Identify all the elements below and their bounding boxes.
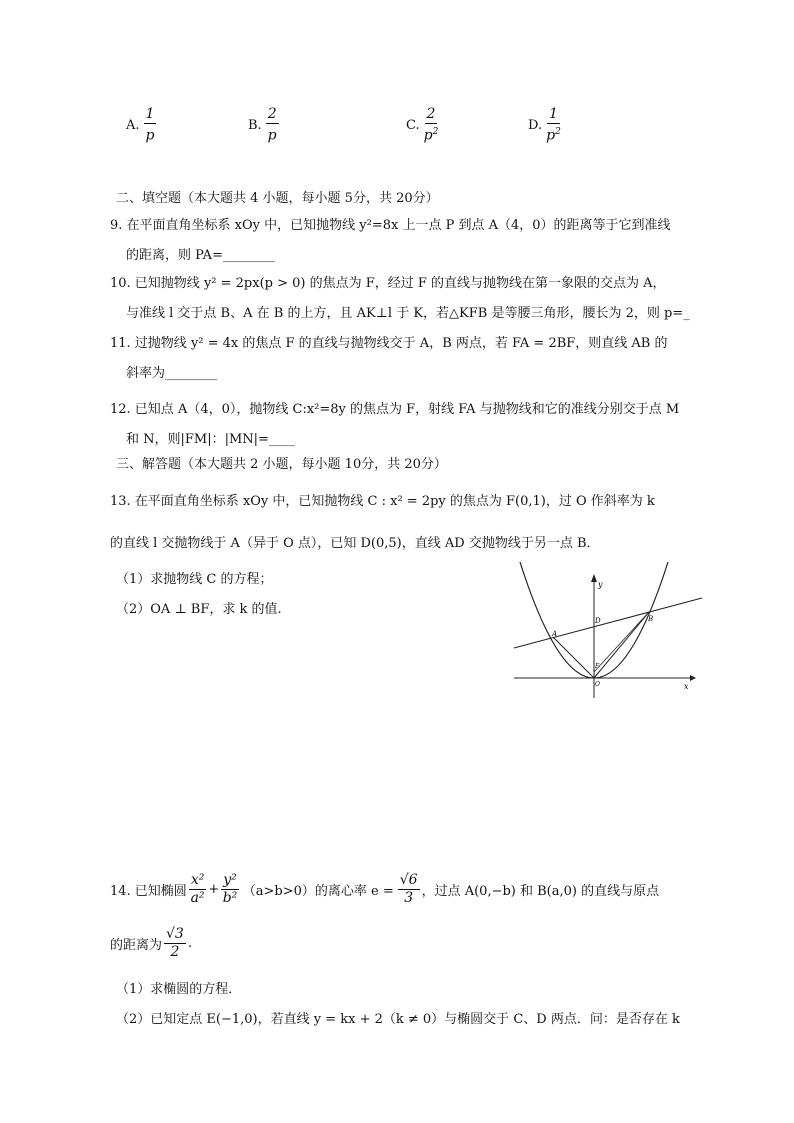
question-14-part-2: （2）已知定点 E(−1,0)，若直线 y = kx + 2（k ≠ 0）与椭圆交于 C、D 两点．问：是否存在 k [116, 1012, 680, 1027]
question-13-line-2: 的直线 l 交抛物线于 A（异于 O 点），已知 D(0,5)，直线 AD 交抛物线于另一点 B． [110, 536, 600, 551]
option-b [248, 106, 279, 145]
section-fill-in-heading: 二、填空题（本大题共 4 小题，每小题 5分，共 20分） [116, 191, 439, 206]
option-fraction: $\frac{2}{p^2}$ [423, 106, 439, 144]
option-label: B. [248, 117, 262, 133]
point-a-label: A [552, 630, 558, 638]
question-14-part-1: （1）求椭圆的方程． [116, 982, 242, 997]
option-fraction: $\frac{2}{p}$ [267, 106, 277, 144]
option-fraction: $\frac{1}{p}$ [145, 106, 155, 144]
question-10-line-1: 10. 已知抛物线 y² = 2px(p > 0) 的焦点为 F，经过 F 的直线与抛物线在第一象限的交点为 A， [110, 276, 666, 291]
x-axis-arrow [690, 675, 696, 681]
ellipse-fraction-x: $\frac{\text{x²}}{\text{a²}}$ [190, 872, 205, 906]
question-13-part-2: （2）OA ⊥ BF，求 k 的值. [116, 602, 282, 617]
option-label: D. [528, 117, 543, 133]
question-9-line-1: 9. 在平面直角坐标系 xOy 中，已知抛物线 y²=8x 上一点 P 到点 A（4，0）的距离等于它到准线 [110, 218, 671, 233]
question-13-line-1: 13. 在平面直角坐标系 xOy 中，已知抛物线 C : x² = 2py 的焦点为 F(0,1)，过 O 作斜率为 k [110, 494, 655, 509]
point-b-label: B [648, 615, 654, 623]
question-11-line-2: 斜率为________ [126, 366, 218, 381]
option-label: A. [126, 117, 140, 133]
question-14-line-2: 的距离为 $\frac{√3}{2}$ . [110, 926, 192, 960]
option-d [528, 106, 561, 145]
distance-fraction: $\frac{√3}{2}$ [166, 926, 184, 960]
question-12-line-2: 和 N，则|FM|：|MN|=____ [126, 432, 295, 447]
question-10-line-2: 与准线 l 交于点 B、A 在 B 的上方，且 AK⊥l 于 K，若△KFB 是等腰三角形，腰长为 2，则 p=_ [126, 306, 690, 321]
line-ad [514, 598, 702, 648]
x-axis-label: x [684, 682, 689, 691]
y-axis-arrow [591, 574, 597, 582]
segment-ob [594, 612, 649, 678]
segment-oa [553, 637, 594, 678]
section-answer-heading: 三、解答题（本大题共 2 小题，每小题 10分，共 20分） [116, 457, 447, 472]
option-label: C. [406, 117, 420, 133]
point-o-label: O [595, 681, 600, 688]
question-9-line-2: 的距离，则 PA=________ [126, 248, 275, 263]
y-axis-label: y [598, 580, 603, 589]
parabola-figure [510, 560, 706, 700]
question-12-line-1: 12. 已知点 A（4，0），抛物线 C:x²=8y 的焦点为 F，射线 FA 与抛物线和它的准线分别交于点 M [110, 402, 680, 417]
point-d-label: D [595, 617, 601, 625]
segment-fb [594, 612, 649, 672]
question-11-line-1: 11. 过抛物线 y² = 4x 的焦点 F 的直线与抛物线交于 A，B 两点，若 FA = 2BF，则直线 AB 的 [110, 336, 668, 351]
point-f-label: F [595, 663, 600, 670]
ellipse-fraction-y: $\frac{\text{y²}}{\text{b²}}$ [222, 872, 238, 906]
eccentricity-fraction: $\frac{√6}{3}$ [399, 872, 418, 906]
option-a [126, 106, 156, 145]
question-13-part-1: （1）求抛物线 C 的方程； [116, 572, 273, 587]
option-c [406, 106, 438, 145]
question-14-line-1: 14. 已知椭圆 $\frac{\text{x²}}{\text{a²}}$ + $\frac{\text{y²}}{\text{b²}}$ （a>b>0）的离心率 e = $\frac{√6}{3}$ ，过点 A(0,−b) 和 B(a,0) 的直线与原点 [110, 872, 660, 906]
option-fraction: $\frac{1}{p^2}$ [546, 106, 561, 144]
